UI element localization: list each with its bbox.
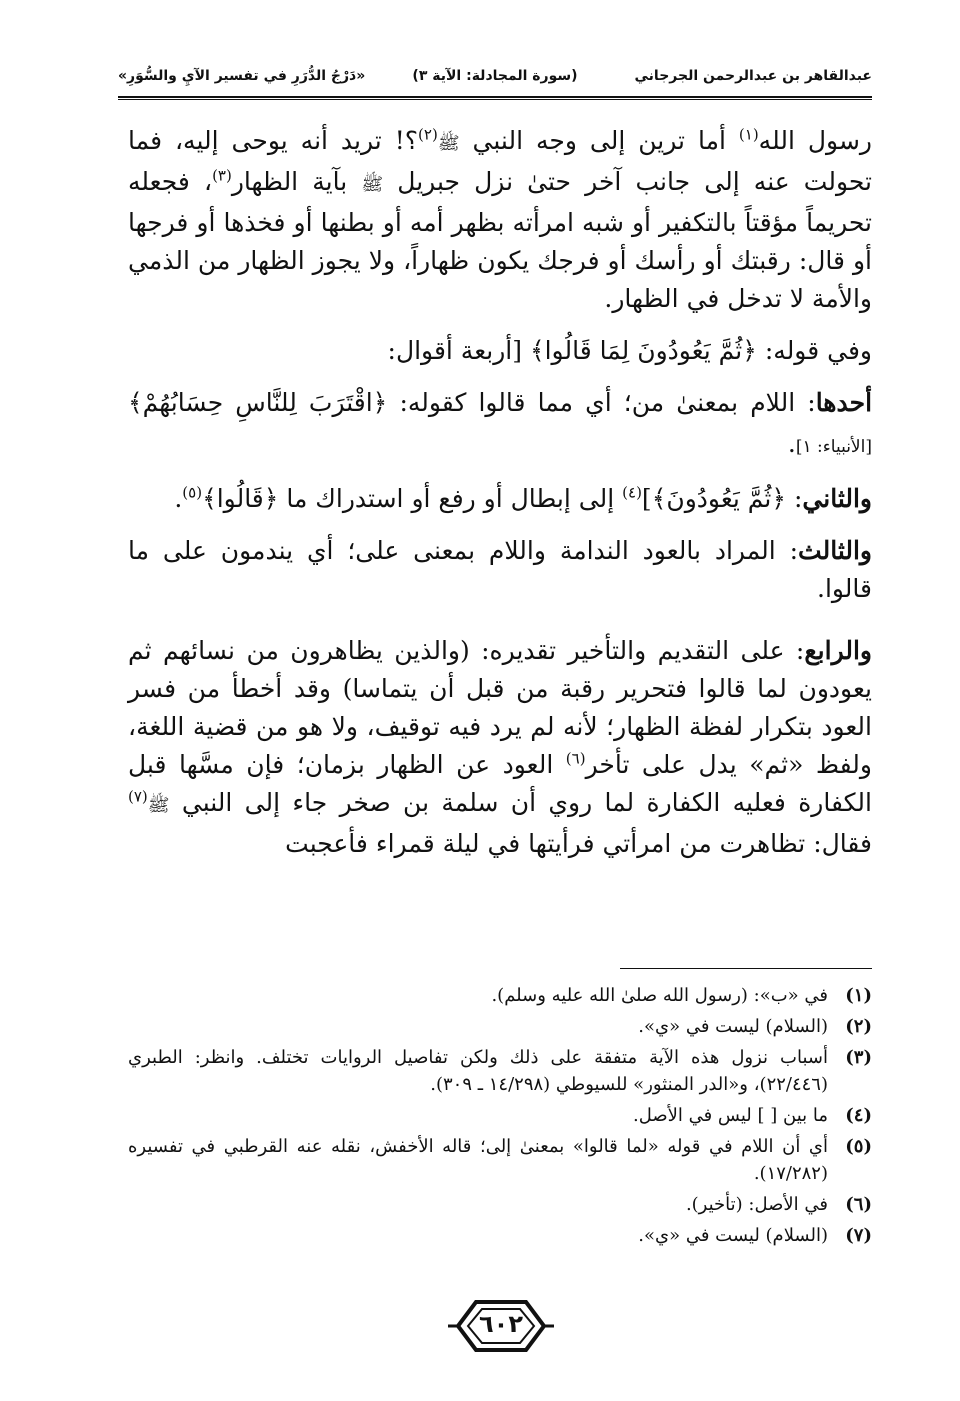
- footnote-ref-3[interactable]: (٣): [212, 166, 232, 185]
- salutation-glyph: ﷺ: [361, 174, 384, 195]
- opinion-heading: أحدها: [815, 388, 873, 417]
- running-head-book-title: «دَرْجُ الدُّرَرِ في تفسير الآيِ والسُّوَرِ»: [118, 68, 366, 84]
- footnote-text: ما بين [ ] ليس في الأصل.: [632, 1105, 828, 1126]
- salutation-glyph: ﷺ: [147, 795, 170, 816]
- running-head: [118, 62, 872, 92]
- text: ، فجعله تحريماً مؤقتاً بالتكفير أو شبه امرأته بظهر أمه أو بطنها أو فخذها أو فرجها أو قال: رقبتك أو رأسك أو فرجك يكون ظهاراً، ولا يجوز الظهار من الذمي والأمة لا تدخل في الظهار.: [128, 167, 872, 313]
- footnote: [128, 982, 872, 1009]
- opinion-heading: والرابع: [804, 636, 872, 665]
- footnotes: [128, 982, 872, 1253]
- text: العود عن الظهار بزمان؛ فإن مسَّها قبل الكفارة فعليه الكفارة لما روي أن سلمة بن صخر جاء إلى النبي: [128, 750, 872, 817]
- footnote-ref-5[interactable]: (٥): [182, 483, 203, 502]
- text: رسول الله: [758, 126, 872, 155]
- running-head-author: عبدالقاهر بن عبدالرحمن الجرجاني: [634, 68, 872, 84]
- footnote-text: أسباب نزول هذه الآية متفقة على ذلك ولكن تفاصيل الروايات تختلف. وانظر: الطبري (٢٢/٤٤٦)، و«الدر المنثور» للسيوطي (١٤/٢٩٨ ـ ٣٠٩).: [128, 1047, 828, 1095]
- quran-quote: ﴿ثُمَّ يَعُودُونَ﴾: [651, 484, 787, 513]
- page-number: ٦٠٢: [479, 1310, 523, 1338]
- text: : اللام بمعنىٰ من؛ أي مما قالوا كقوله:: [387, 388, 816, 417]
- header-rule-thin: [118, 99, 872, 100]
- opinion-heading: والثالث: [798, 536, 872, 565]
- footnote-number: (٤): [845, 1105, 872, 1126]
- text: ]: [641, 484, 652, 513]
- paragraph-second-opinion: [128, 480, 872, 518]
- footnote-ref-7[interactable]: (٧): [128, 787, 148, 806]
- footnote: [128, 1044, 872, 1098]
- text: : المراد بالعود الندامة واللام بمعنى على؛ أي يندمون على ما قالوا.: [128, 536, 872, 603]
- text: إلى إبطال أو رفع أو استدراك ما: [278, 484, 623, 513]
- text: [أربعة أقوال:: [387, 336, 530, 365]
- text: ؟! تريد أنه يوحى إليه، فما تحولت عنه إلى جانب آخر حتىٰ نزل جبريل: [128, 126, 872, 196]
- footnote-ref-1[interactable]: (١): [738, 125, 759, 144]
- header-rule: [118, 96, 872, 98]
- footnote-ref-6[interactable]: (٦): [565, 749, 586, 768]
- footnote-separator: [620, 968, 872, 969]
- text: فقال: تظاهرت من امرأتي فرأيتها في ليلة قمراء فأعجبت: [285, 829, 872, 858]
- text: .: [174, 484, 183, 513]
- paragraph-2: [128, 332, 872, 370]
- quran-quote: ﴿ثُمَّ يَعُودُونَ لِمَا قَالُوا﴾: [529, 336, 757, 365]
- main-text: [128, 122, 872, 877]
- quran-quote: ﴿اقْتَرَبَ لِلنَّاسِ حِسَابُهُمْ﴾: [128, 388, 388, 417]
- footnote-number: (٧): [845, 1225, 872, 1246]
- salutation-glyph: ﷺ: [437, 133, 460, 154]
- footnote-text: في الأصل: (تأخير).: [685, 1194, 828, 1215]
- paragraph-1: [128, 122, 872, 318]
- footnote-text: في «ب»: (رسول الله صلىٰ الله عليه وسلم).: [491, 985, 828, 1006]
- quran-reference: [الأنبياء: ١]: [795, 437, 872, 457]
- footnote-text: (السلام) ليست في «ي».: [638, 1225, 828, 1246]
- footnote: [128, 1102, 872, 1129]
- page-number-ornament: [446, 1296, 556, 1356]
- text: : على التقديم والتأخير تقديره: (والذين يظاهرون من نسائهم ثم يعودون لما قالوا فتحرير رقبة من قبل أن يتماسا) وقد أخطأ من فسر العود بتكرار لفظة الظهار؛ لأنه لم يرد فيه توقيف، ولا هو من قضية اللغة، ولفظ «ثم» يدل على تأخر: [128, 636, 873, 779]
- footnote-number: (٣): [845, 1047, 872, 1068]
- footnote: [128, 1013, 872, 1040]
- paragraph-first-opinion: [128, 384, 872, 466]
- quran-quote: ﴿قَالُوا﴾: [202, 484, 279, 513]
- paragraph-fourth-opinion: [128, 632, 872, 863]
- paragraph-third-opinion: [128, 532, 872, 608]
- footnote: [128, 1133, 872, 1187]
- text: وفي قوله:: [756, 336, 872, 365]
- footnote-ref-4[interactable]: (٤): [622, 483, 642, 502]
- opinion-heading: والثاني: [802, 484, 872, 513]
- footnote-text: أي أن اللام في قوله «لما قالوا» بمعنىٰ إلى؛ قاله الأخفش، نقله عنه القرطبي في تفسيره (١٧/٢٨٢).: [128, 1136, 828, 1184]
- footnote: [128, 1222, 872, 1249]
- footnote-number: (٦): [845, 1194, 872, 1215]
- footnote-number: (٥): [845, 1136, 872, 1157]
- footnote-text: (السلام) ليست في «ي».: [638, 1016, 828, 1037]
- footnote-number: (١): [845, 985, 872, 1006]
- running-head-surah: (سورة المجادلة: الآية ٣): [412, 68, 578, 84]
- footnote-number: (٢): [845, 1016, 872, 1037]
- footnote: [128, 1191, 872, 1218]
- footnote-ref-2[interactable]: (٢): [418, 125, 438, 144]
- text: .: [787, 429, 796, 458]
- text: أما ترين إلى وجه النبي: [459, 126, 739, 155]
- text: :: [786, 484, 803, 513]
- text: بآية الظهار: [231, 167, 362, 196]
